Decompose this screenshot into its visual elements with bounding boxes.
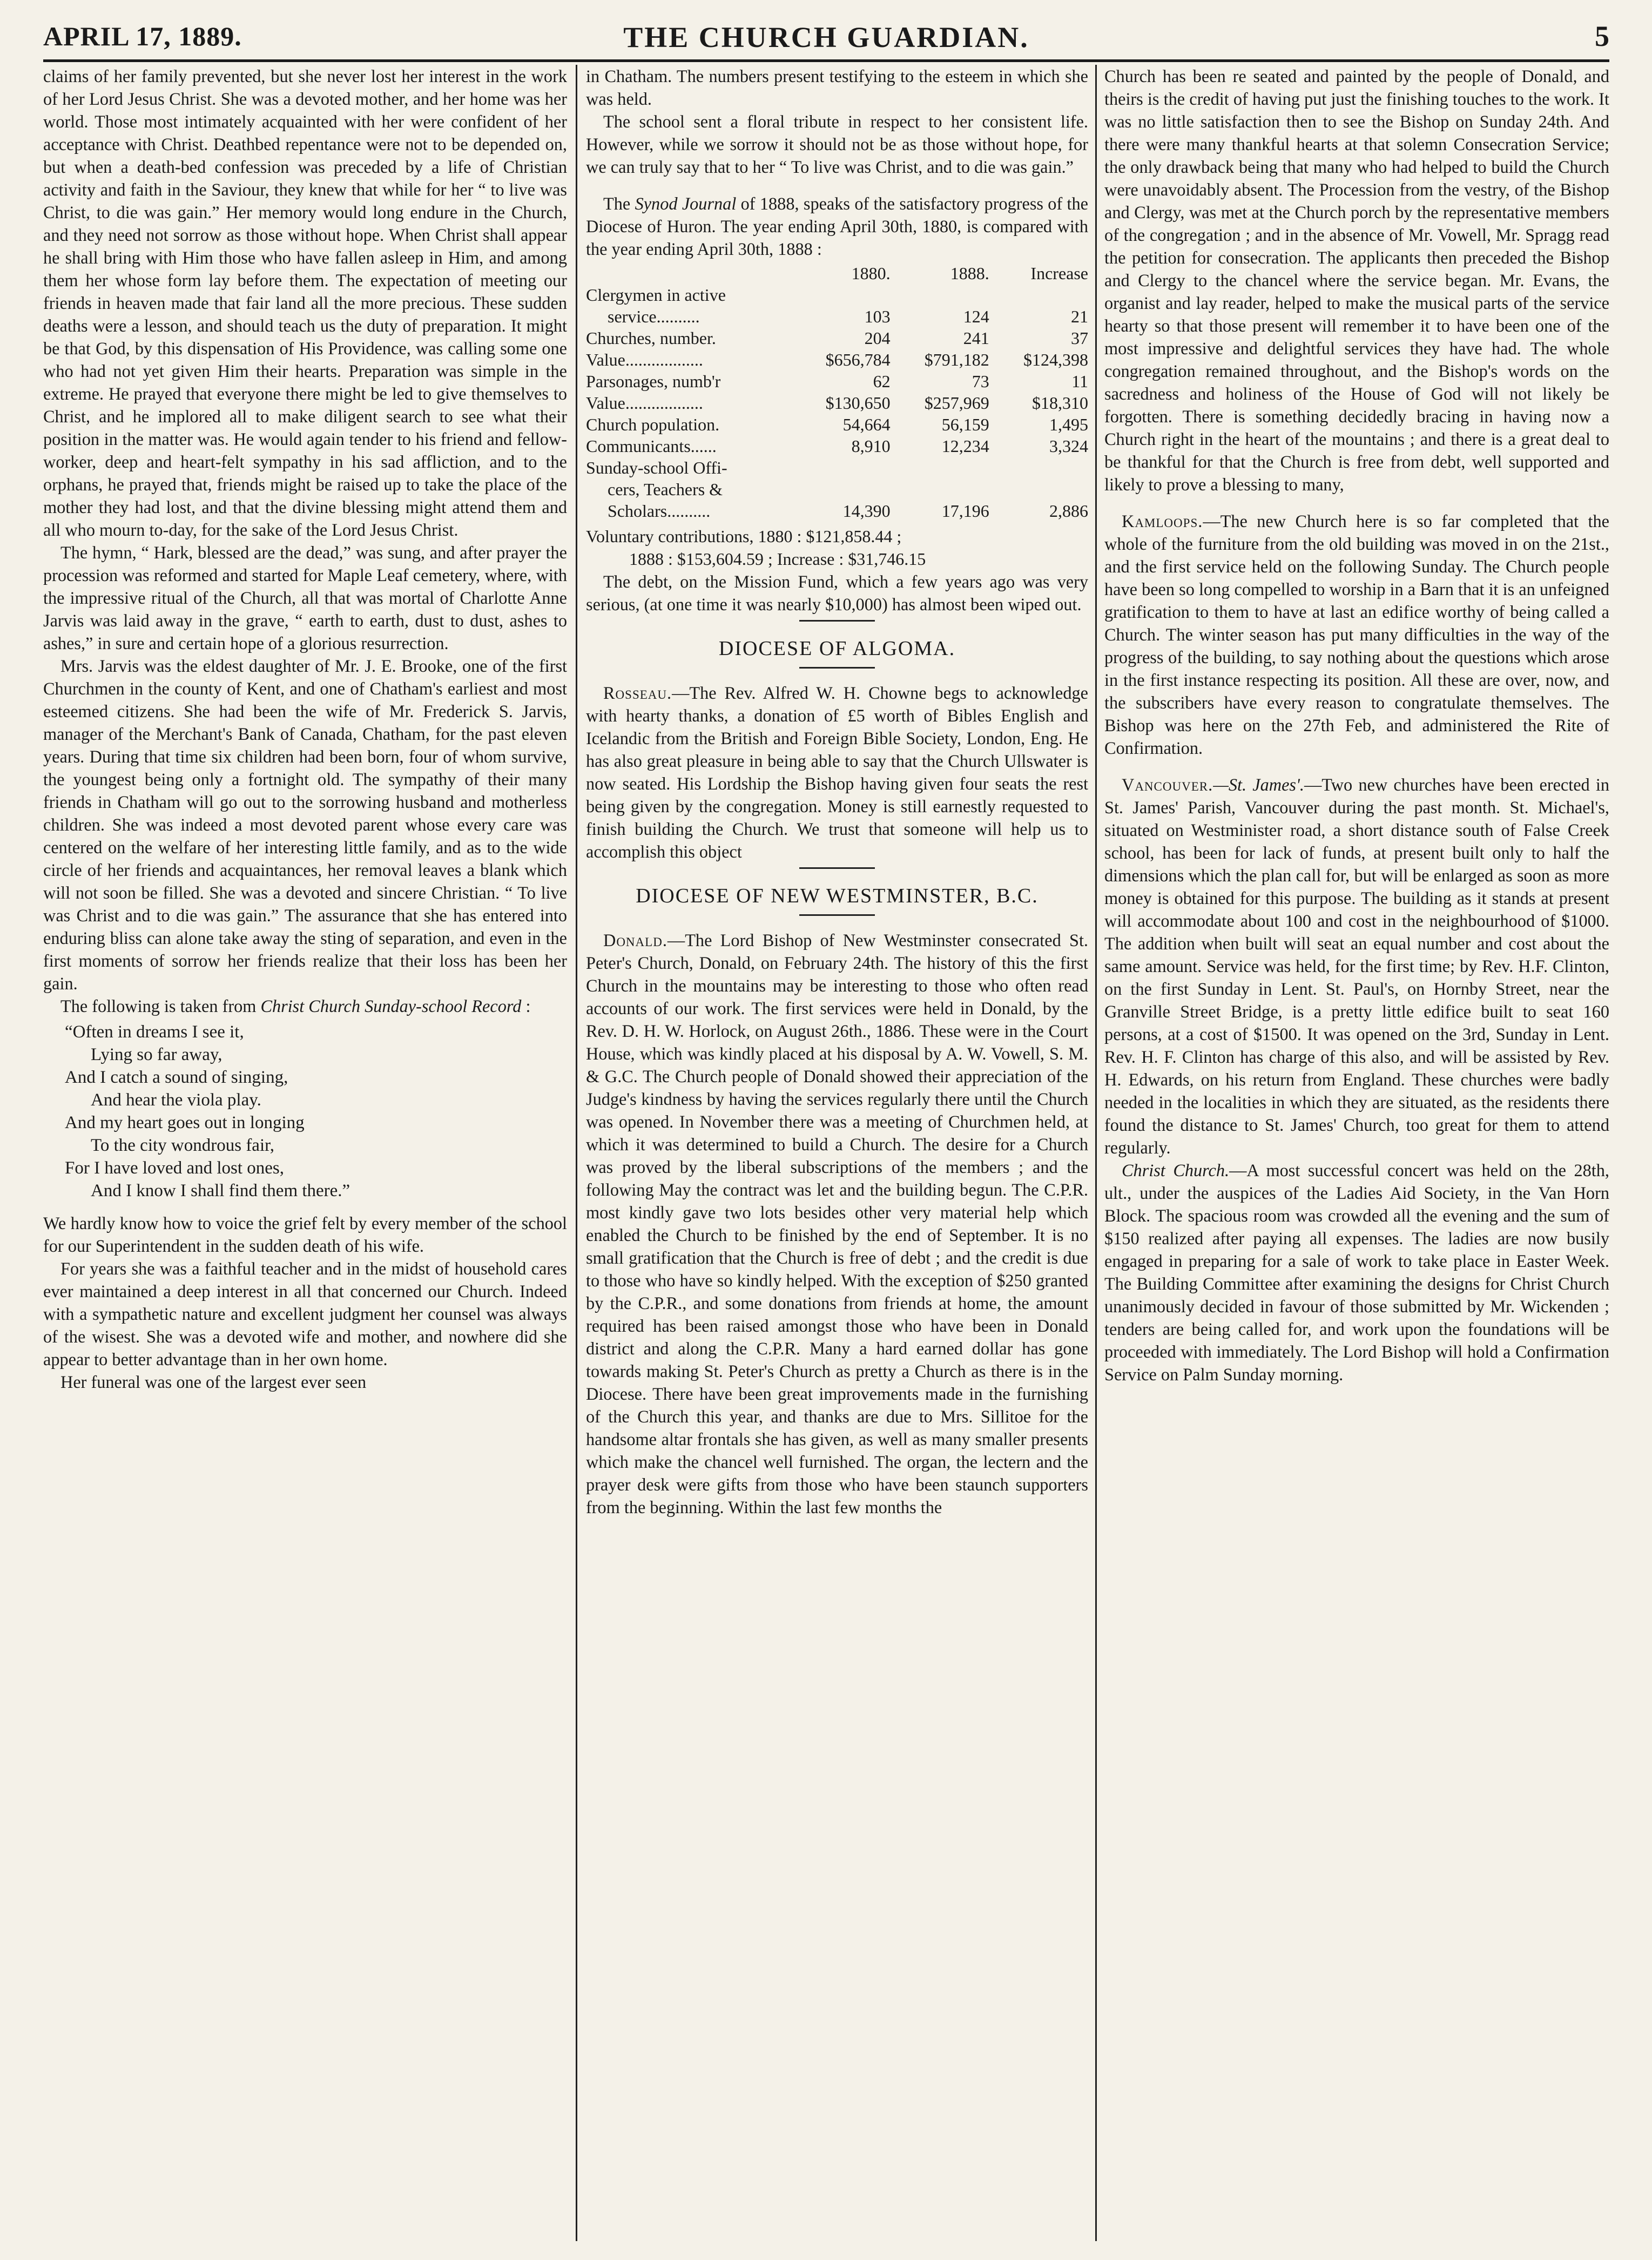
table-row xyxy=(586,392,1088,414)
cell-value: 2,886 xyxy=(1049,501,1088,521)
parish-name: Christ Church. xyxy=(1122,1161,1230,1180)
poem-line: To the city wondrous fair, xyxy=(91,1136,275,1155)
cell-value: 54,664 xyxy=(842,415,891,434)
column-1 xyxy=(43,65,567,2236)
poem-line: Lying so far away, xyxy=(91,1045,222,1064)
poem-line: And I catch a sound of singing, xyxy=(65,1068,288,1087)
cell-value: $124,398 xyxy=(1023,350,1088,369)
article-paragraph: The school sent a floral tribute in respect to her consistent life. However, while we sorrow it should not be as those without hope, for we can truly say that to her “ To live was Christ, and to die was gain.” xyxy=(586,112,1088,177)
row-label: Sunday-school Offi- xyxy=(586,458,727,477)
column-3 xyxy=(1104,65,1609,2236)
table-row xyxy=(586,284,1088,306)
cell-value: $130,650 xyxy=(825,393,891,413)
section-rule xyxy=(799,620,875,622)
section-rule xyxy=(799,667,875,669)
section-rule xyxy=(799,867,875,869)
text: of 1888, speaks of the satisfactory progress of the Diocese of Huron. The year ending April 30th, 1880, is compared with the year ending April 30th, 1888 : xyxy=(586,194,1088,259)
row-label: Church population. xyxy=(586,415,720,434)
cell-value: $791,182 xyxy=(924,350,989,369)
contributions-note: 1888 : $153,604.59 ; Increase : $31,746.15 xyxy=(629,549,926,569)
journal-title: Synod Journal xyxy=(635,194,737,213)
report-text: —The Rev. Alfred W. H. Chowne begs to acknowledge with hearty thanks, a donation of £5 worth of Bibles English and Icelandic from the British and Foreign Bible Society, London, Eng. He has also great pleasure in being able to say that the Church Ullswater is now seated. His Lordship the Bishop having given four seats the rest being given by the congregation. Money is still earnestly requested to finish building the Church. We trust that someone will help us to accomplish this object xyxy=(586,683,1088,861)
cell-value: 103 xyxy=(864,307,891,326)
table-row xyxy=(586,327,1088,349)
article-paragraph xyxy=(1104,773,1609,1159)
cell-value xyxy=(791,284,890,306)
cell-value: 17,196 xyxy=(941,501,989,521)
table-row xyxy=(586,478,1088,500)
article-paragraph: For years she was a faithful teacher and in the midst of household cares ever maintained a deep interest in all that concerned our Church. Indeed with a sympathetic nature and excellent judgment her counsel was always of the wisest. She was a devoted wife and mother, and nowhere did she appear to better advantage than in her own home. xyxy=(43,1259,567,1369)
cell-value: 8,910 xyxy=(851,436,891,456)
section-heading: DIOCESE OF ALGOMA. xyxy=(718,637,956,660)
section-rule xyxy=(799,914,875,916)
report-text: —The new Church here is so far completed that the whole of the furniture from the old building was moved in on the 21st., and the first service held on the following Sunday. The Church people have been so long compelled to worship in a Barn that it is an unfeigned gratification to them to have at last an edifice worthy of being called a Church. The winter season has put many difficulties in the way of the progress of the building, to say nothing about the questions which arose in the first instance respecting its position. All these are over, now, and the subscribers have every reason to congratulate themselves. The Bishop was here on the 27th Feb, and administered the Rite of Confirmation. xyxy=(1104,511,1609,758)
table-row xyxy=(586,435,1088,457)
column-divider xyxy=(576,65,577,2241)
row-label: Scholars.......... xyxy=(608,501,711,521)
place-name: Kamloops. xyxy=(1122,511,1203,531)
column-divider xyxy=(1095,65,1097,2241)
row-label: Value.................. xyxy=(586,393,703,413)
cell-value xyxy=(791,478,890,500)
row-label: Communicants...... xyxy=(586,436,717,456)
row-label: Clergymen in active xyxy=(586,285,726,305)
poem-line: And my heart goes out in longing xyxy=(65,1113,305,1132)
article-paragraph: in Chatham. The numbers present testifying to the esteem in which she was held. xyxy=(586,66,1088,109)
cell-value xyxy=(891,478,989,500)
poem-line: And I know I shall find them there.” xyxy=(91,1181,350,1200)
poem-line: And hear the viola play. xyxy=(91,1090,261,1110)
source-title: Christ Church Sunday-school Record xyxy=(260,996,522,1016)
column-header: 1880. xyxy=(851,264,891,283)
cell-value xyxy=(989,457,1088,478)
cell-value: 124 xyxy=(963,307,989,326)
article-paragraph: Mrs. Jarvis was the eldest daughter of Mr. J. E. Brooke, one of the first Churchmen in the county of Kent, and one of Chatham's earliest and most esteemed citizens. She had been the wife of Mr. Frederick S. Jarvis, manager of the Merchant's Bank of Canada, Chatham, for the past eleven years. During that time six children had been born, four of whom survive, the youngest being only a fortnight old. The sympathy of their many friends in Chatham will go out to the sorrowing husband and motherless children. She was indeed a most devoted parent whose every care was centered on the welfare of her interesting little family, and as to the wide circle of her friends and acquaintances, her removal leaves a blank which will not soon be filled. She was a devoted and sincere Christian. “ To live was Christ and to die was gain.” The assurance that she has entered into enduring bliss can alone take away the sting of separation, and even in the first moments of sorrow her friends realize that their loss has been her gain. xyxy=(43,656,567,993)
article-paragraph: Church has been re seated and painted by the people of Donald, and theirs is the credit of having put just the finishing touches to the work. It was no little satisfaction then to see the Bishop on Sunday 24th. And there were many thankful hearts at that solemn Consecration Service; the only drawback being that many who had helped to build the Church were unavoidably absent. The Procession from the vestry, of the Bishop and Clergy, was met at the Church porch by the representative members of the congregation ; and in the absence of Mr. Vowell, Mr. Spragg read the petition for consecration. The applicants then preceded the Bishop and Clergy to the chancel where the service began. Mr. Evans, the organist and lay reader, helped to make the musical parts of the service hearty so that those present will remember it to have been one of the most impressive and delightful services they have had. The whole congregation remained throughout, and the Bishop's words on the sacredness and holiness of the House of God will not likely be forgotten. There is something decidedly bracing in having now a Church right in the heart of the mountains ; and there is a great deal to be thankful for that the Church is free from debt, well supported and likely to prove a blessing to many, xyxy=(1104,66,1609,494)
contributions-note: Voluntary contributions, 1880 : $121,858.44 ; xyxy=(586,527,902,546)
cell-value: 1,495 xyxy=(1049,415,1088,434)
cell-value: $656,784 xyxy=(825,350,891,369)
row-label: service.......... xyxy=(608,307,700,326)
table-row xyxy=(586,306,1088,327)
place-name: Rosseau. xyxy=(603,683,672,703)
cell-value: 204 xyxy=(864,328,891,348)
article-paragraph xyxy=(586,929,1088,1519)
cell-value: 241 xyxy=(963,328,989,348)
article-paragraph xyxy=(586,682,1088,863)
masthead-title: THE CHURCH GUARDIAN. xyxy=(623,21,1029,53)
parish-name: —St. James'. xyxy=(1213,775,1304,794)
report-text: —Two new churches have been erected in St. James' Parish, Vancouver during the past month. St. Michael's, situated on Westminister road, a short distance south of False Creek school, has been for lack of funds, at present built only to half the dimensions which the plan call for, but will be enlarged as soon as more money is obtained for this purpose. The building as it stands at present will accommodate about 100 and cost in the neighbourhood of $1000. The addition when built will seat an equal number and cost about the same amount. Service was held, for the first time; by Rev. H.F. Clinton, on the first Sunday in Lent. St. Paul's, on Hornby Street, near the Granville Street Bridge, is a pretty little edifice built to seat 160 persons, at a cost of $1500. It was opened on the 3rd, Sunday in Lent. Rev. H. F. Clinton has charge of this also, and will be assisted by Rev. H. Edwards, on his return from England. These churches were badly needed in the localities in which they are situated, as the residents there found the distance to St. James' Church, too great for them to attend regularly. xyxy=(1104,775,1609,1157)
article-paragraph xyxy=(1104,510,1609,759)
cell-value: 37 xyxy=(1071,328,1088,348)
cell-value xyxy=(989,478,1088,500)
table-header-row xyxy=(586,262,1088,284)
column-header: Increase xyxy=(1030,264,1088,283)
issue-date: APRIL 17, 1889. xyxy=(43,21,242,51)
cell-value: 62 xyxy=(873,372,891,391)
article-paragraph: The debt, on the Mission Fund, which a few years ago was very serious, (at one time it was nearly $10,000) has almost been wiped out. xyxy=(586,572,1088,614)
page-header xyxy=(43,16,1609,62)
row-label: Value.................. xyxy=(586,350,703,369)
row-label: cers, Teachers & xyxy=(608,480,723,499)
article-paragraph: The hymn, “ Hark, blessed are the dead,” was sung, and after prayer the procession was reformed and started for Maple Leaf cemetery, where, with the impressive ritual of the Church, all that was mortal of Charlotte Anne Jarvis was laid away in the grave, “ earth to earth, dust to dust, ashes to ashes,” in sure and certain hope of a glorious resurrection. xyxy=(43,543,567,653)
intro-text: The following is taken from xyxy=(60,996,257,1016)
intro-end: : xyxy=(525,996,531,1016)
cell-value: 11 xyxy=(1071,372,1088,391)
article-paragraph xyxy=(43,995,567,1017)
cell-value: $18,310 xyxy=(1032,393,1088,413)
page-number: 5 xyxy=(1595,20,1609,52)
row-label: Churches, number. xyxy=(586,328,716,348)
article-paragraph xyxy=(1104,1159,1609,1386)
poem-line: “Often in dreams I see it, xyxy=(65,1022,244,1042)
article-paragraph: We hardly know how to voice the grief felt by every member of the school for our Superintendent in the sudden death of his wife. xyxy=(43,1213,567,1256)
poem xyxy=(65,1021,567,1202)
cell-value xyxy=(891,284,989,306)
column-header: 1888. xyxy=(950,264,989,283)
cell-value: 12,234 xyxy=(941,436,989,456)
report-text: —A most successful concert was held on the 28th, ult., under the auspices of the Ladies Aid Society, in the Van Horn Block. The spacious room was crowded all the evening and the sum of $150 realized after paying all expenses. The ladies are now busily engaged in preparing for a sale of work to take place in Easter Week. The Building Committee after examining the designs for Christ Church unanimously decided in favour of those submitted by Mr. Wickenden ; tenders are being called for, and work upon the foundations will be proceeded with immediately. The Lord Bishop will hold a Confirmation Service on Palm Sunday morning. xyxy=(1104,1161,1609,1384)
cell-value: 73 xyxy=(972,372,989,391)
cell-value xyxy=(891,457,989,478)
place-name: Vancouver. xyxy=(1122,775,1213,794)
table-row xyxy=(586,457,1088,478)
cell-value: 56,159 xyxy=(941,415,989,434)
article-paragraph: claims of her family prevented, but she never lost her interest in the work of her Lord Jesus Christ. She was a devoted mother, and her home was her world. Those most intimately acquainted with her were confident of her acceptance with Christ. Deathbed repentance were not to be depended on, but when a death-bed confession was preceded by a life of Christian activity and faith in the Saviour, they knew that while for her “ to live was Christ, to die was gain.” Her memory would long endure in the Church, and they need not sorrow as those without hope. When Christ shall appear he shall bring with Him those who have fallen asleep in Him, and among them her whose form lay before them. The expectation of meeting our friends in heaven made that fair land all the more precious. These sudden deaths were a lesson, and should teach us the duty of preparation. It might be that God, by this dispensation of His Providence, was calling some one who had not yet given Him their hearts. Preparation was simple in the extreme. He prayed that everyone there might be led to give themselves to Christ, and he implored all to make diligent search to see what their position in the matter was. He would again tender to his friend and fellow-worker, deep and heart-felt sympathy in his sad affliction, and to the orphans, he prayed that, friends might be raised up to take the place of the mother they had lost, and that the divine blessing might attend them and all who mourn to-day, for the sake of the Lord Jesus Christ. xyxy=(43,66,567,539)
cell-value: 3,324 xyxy=(1049,436,1088,456)
cell-value: $257,969 xyxy=(924,393,989,413)
cell-value xyxy=(989,284,1088,306)
cell-value: 21 xyxy=(1071,307,1088,326)
column-2 xyxy=(586,65,1088,2236)
article-paragraph: Her funeral was one of the largest ever seen xyxy=(60,1372,367,1392)
diocese-statistics-table xyxy=(586,262,1088,522)
row-label: Parsonages, numb'r xyxy=(586,372,721,391)
cell-value: 14,390 xyxy=(842,501,891,521)
table-row xyxy=(586,349,1088,370)
article-paragraph xyxy=(586,192,1088,260)
text: The xyxy=(603,194,631,213)
poem-line: For I have loved and lost ones, xyxy=(65,1158,285,1178)
table-row xyxy=(586,500,1088,522)
report-text: —The Lord Bishop of New Westminster consecrated St. Peter's Church, Donald, on February 24th. The history of this the first Church in the mountains may be interesting to those who often read accounts of our work. The first services were held in Donald, by the Rev. D. H. W. Horlock, on August 26th., 1886. These were in the Court House, which was kindly placed at his disposal by A. W. Vowell, S. M. & G.C. The Church people of Donald showed their appreciation of the Judge's kindness by having the services regularly there until the Church was opened. In November there was a meeting of Churchmen held, at which it was determined to build a Church. The desire for a Church was proved by the liberal subscriptions of the members ; and the following May the contract was let and the building begun. The C.P.R. most kindly gave two lots besides other very material help which enabled the Church to be finished by the end of September. It is no small gratification that the Church is free of debt ; and the credit is due to those who have so kindly helped. With the exception of $250 granted by the C.P.R., and some donations from friends at home, the amount required has been raised amongst those who have been in Donald district and along the C.P.R. Many a hard earned dollar has gone towards making St. Peter's Church as pretty a Church as there is in the Diocese. There have been great improvements made in the furnishing of the Church this year, and thanks are due to Mrs. Sillitoe for the handsome altar frontals she has given, as well as many smaller presents which make the chancel well furnished. The organ, the lectern and the prayer desk were gifts from those who have been staunch supporters from the beginning. Within the last few months the xyxy=(586,930,1088,1517)
place-name: Donald. xyxy=(603,930,667,950)
table-row xyxy=(586,370,1088,392)
cell-value xyxy=(791,457,890,478)
table-row xyxy=(586,414,1088,435)
section-heading: DIOCESE OF NEW WESTMINSTER, B.C. xyxy=(636,885,1039,907)
